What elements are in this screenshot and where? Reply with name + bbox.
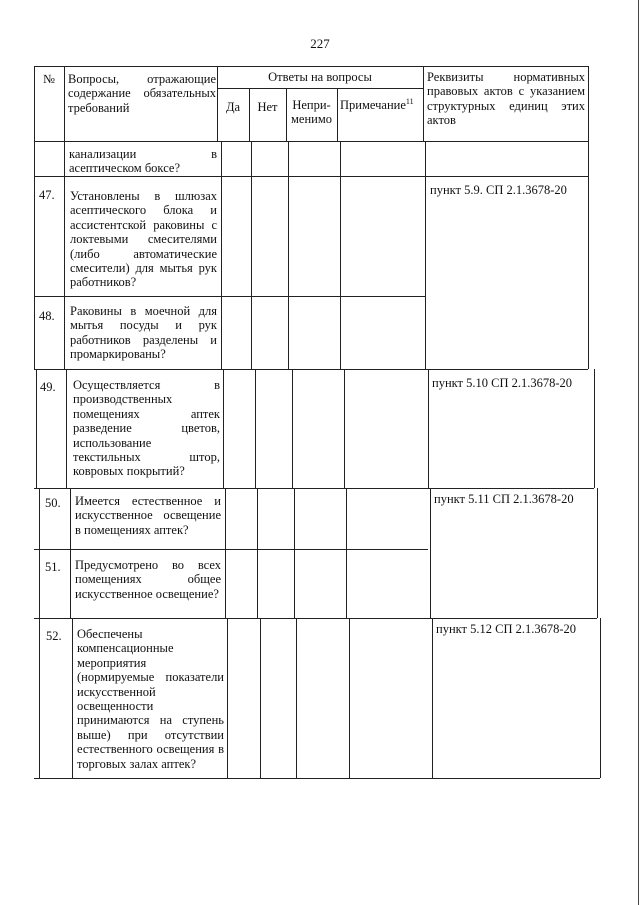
list-item: Раковины в моечной для мытья посуды и рук работников разделены и промаркированы? — [70, 304, 217, 362]
list-item: Предусмотрено во всех помещениях общее искусственное освещение? — [75, 558, 221, 601]
list-item: Осуществляется в производственных помещениях аптек разведение цветов, использование текстильных штор, ковровых покрытий? — [73, 378, 220, 479]
row-number: 49. — [40, 380, 56, 394]
row-number: 50. — [45, 496, 61, 510]
header-number: № — [43, 72, 55, 86]
list-item: канализации в асептическом боксе? — [69, 147, 217, 176]
page-number: 227 — [310, 36, 330, 51]
header-question: Вопросы, отражающие содержание обязательных требований — [68, 72, 216, 115]
header-yes: Да — [225, 100, 241, 114]
requisites-ref: пункт 5.11 СП 2.1.3678-20 — [434, 492, 574, 506]
row-number: 47. — [39, 188, 55, 202]
row-number: 52. — [46, 629, 62, 643]
list-item: Установлены в шлюзах асептического блока и ассистентской раковины с локтевыми смесителями (либо автоматические смесители) для мытья рук работников? — [70, 189, 217, 290]
checklist-table — [34, 66, 596, 905]
header-not-applicable: Непри- менимо — [291, 98, 332, 127]
requisites-ref: пункт 5.10 СП 2.1.3678-20 — [432, 376, 573, 390]
list-item: Имеется естественное и искусственное освещение в помещениях аптек? — [75, 494, 221, 537]
row-number: 51. — [45, 560, 61, 574]
header-no: Нет — [257, 100, 278, 114]
page-edge — [638, 0, 639, 905]
header-requisites: Реквизиты нормативных правовых актов с указанием структурных единиц этих актов — [427, 70, 585, 128]
header-answers: Ответы на вопросы — [268, 70, 372, 84]
requisites-ref: пункт 5.9. СП 2.1.3678-20 — [430, 183, 567, 197]
row-number: 48. — [39, 309, 55, 323]
requisites-ref: пункт 5.12 СП 2.1.3678-20 — [436, 622, 577, 636]
list-item: Обеспечены компенсационные мероприятия (нормируемые показатели искусственной освещенности принимаются на ступень выше) при отсутствии естественного освещения в торговых залах аптек? — [77, 627, 224, 771]
header-note: Примечание$^{11}$ — [340, 96, 414, 112]
